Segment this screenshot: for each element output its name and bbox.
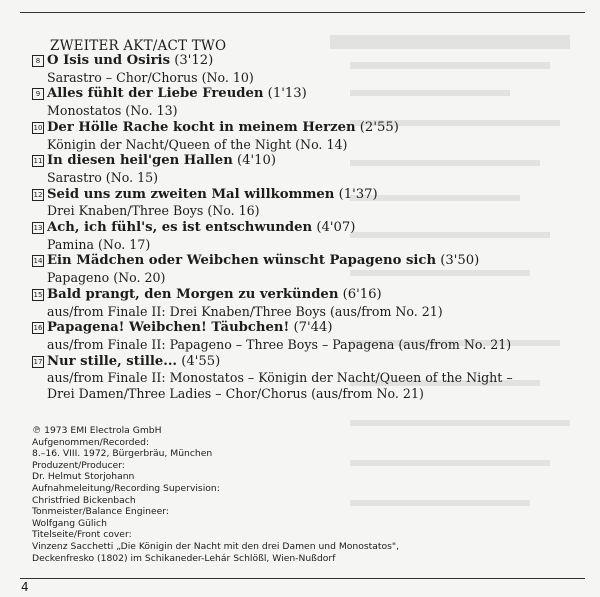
track-number-box: 16 bbox=[33, 324, 43, 333]
credit-line: Vinzenz Sacchetti „Die Königin der Nacht mit den drei Damen und Monostatos", bbox=[32, 540, 400, 552]
track-duration: (6'16) bbox=[338, 286, 382, 302]
track-title: Ein Mädchen oder Weibchen wünscht Papageno sich bbox=[47, 253, 437, 269]
track-duration: (2'55) bbox=[355, 119, 399, 135]
track-title: Nur stille, stille... bbox=[47, 353, 178, 369]
track-item bbox=[32, 119, 592, 152]
track-performers: Drei Knaben/Three Boys (No. 16) bbox=[47, 203, 260, 219]
track-duration: (1'37) bbox=[334, 186, 378, 202]
track-number-box: 11 bbox=[33, 157, 43, 166]
track-title: Ach, ich fühl's, es ist entschwunden bbox=[47, 219, 313, 235]
track-number-box: 8 bbox=[32, 55, 44, 67]
act-title: ZWEITER AKT/ACT TWO bbox=[50, 38, 227, 54]
track-title: O Isis und Osiris bbox=[47, 53, 170, 68]
track-item bbox=[32, 85, 592, 118]
track-performers: Monostatos (No. 13) bbox=[47, 103, 178, 119]
top-rule bbox=[20, 12, 585, 13]
track-performers: Königin der Nacht/Queen of the Night (No. 14) bbox=[47, 136, 348, 152]
track-duration: (4'07) bbox=[312, 219, 356, 235]
track-title: Der Hölle Rache kocht in meinem Herzen bbox=[47, 119, 356, 135]
credit-line: 8.–16. VIII. 1972, Bürgerbräu, München bbox=[32, 448, 213, 460]
track-item bbox=[32, 186, 592, 219]
track-title: Seid uns zum zweiten Mal willkommen bbox=[47, 186, 335, 202]
credit-line: ℗ 1973 EMI Electrola GmbH bbox=[32, 425, 162, 436]
track-item bbox=[32, 319, 592, 352]
track-heading bbox=[32, 85, 592, 103]
track-title: Bald prangt, den Morgen zu verkünden bbox=[47, 286, 339, 302]
credit-line: Aufnahmeleitung/Recording Supervision: bbox=[32, 482, 220, 494]
track-number-box: 13 bbox=[33, 223, 43, 232]
track-heading bbox=[32, 286, 592, 304]
track-duration: (4'55) bbox=[177, 353, 221, 369]
track-duration: (3'12) bbox=[170, 53, 214, 68]
credits-block bbox=[32, 425, 552, 564]
track-duration: (4'10) bbox=[232, 153, 277, 169]
page-number: 4 bbox=[21, 580, 29, 594]
track-title: In diesen heil'gen Hallen bbox=[47, 153, 233, 169]
track-title: Alles fühlt der Liebe Freuden bbox=[47, 86, 264, 102]
track-heading bbox=[32, 353, 592, 371]
track-performers: Sarastro (No. 15) bbox=[47, 169, 159, 185]
track-item bbox=[32, 152, 592, 185]
track-heading bbox=[32, 252, 592, 270]
track-item bbox=[32, 286, 592, 319]
track-heading bbox=[32, 52, 592, 70]
track-heading bbox=[32, 119, 592, 137]
track-number-box: 12 bbox=[33, 190, 43, 199]
track-item bbox=[32, 52, 592, 85]
track-heading bbox=[32, 319, 592, 337]
track-item bbox=[32, 353, 592, 402]
track-performers: aus/from Finale II: Drei Knaben/Three Boys (aus/from No. 21) bbox=[47, 303, 443, 319]
track-number-box: 14 bbox=[33, 257, 43, 266]
track-heading bbox=[32, 186, 592, 204]
track-heading bbox=[32, 152, 592, 170]
track-duration: (1'13) bbox=[263, 86, 307, 102]
track-performers: Pamina (No. 17) bbox=[47, 236, 151, 252]
credit-line: Produzent/Producer: bbox=[32, 459, 125, 471]
track-number-box: 17 bbox=[33, 357, 43, 366]
track-duration: (3'50) bbox=[436, 253, 480, 269]
track-item bbox=[32, 252, 592, 285]
track-number-box: 9 bbox=[32, 88, 44, 100]
track-list bbox=[32, 52, 592, 402]
credit-line: Christfried Bickenbach bbox=[32, 494, 136, 506]
track-title: Papagena! Weibchen! Täubchen! bbox=[47, 320, 290, 336]
track-number-box: 10 bbox=[33, 123, 43, 132]
track-duration: (7'44) bbox=[289, 320, 333, 336]
credit-line: Wolfgang Gülich bbox=[32, 517, 107, 529]
credit-line: Deckenfresko (1802) im Schikaneder-Lehár Schlößl, Wien-Nußdorf bbox=[32, 552, 336, 564]
credit-line: Titelseite/Front cover: bbox=[32, 529, 132, 541]
track-performers: Papageno (No. 20) bbox=[47, 270, 166, 286]
track-number-box: 15 bbox=[33, 290, 43, 299]
credit-line: Aufgenommen/Recorded: bbox=[32, 436, 150, 448]
track-heading bbox=[32, 219, 592, 237]
track-performers: aus/from Finale II: Monostatos – Königin der Nacht/Queen of the Night – bbox=[47, 370, 513, 386]
track-item bbox=[32, 219, 592, 252]
credit-line: Tonmeister/Balance Engineer: bbox=[32, 506, 169, 518]
track-performers: aus/from Finale II: Papageno – Three Boys – Papagena (aus/from No. 21) bbox=[47, 336, 512, 352]
credit-line: Dr. Helmut Storjohann bbox=[32, 471, 135, 483]
bottom-rule bbox=[20, 578, 585, 579]
track-performers: Sarastro – Chor/Chorus (No. 10) bbox=[47, 69, 254, 85]
track-performers: Drei Damen/Three Ladies – Chor/Chorus (aus/from No. 21) bbox=[47, 385, 424, 401]
